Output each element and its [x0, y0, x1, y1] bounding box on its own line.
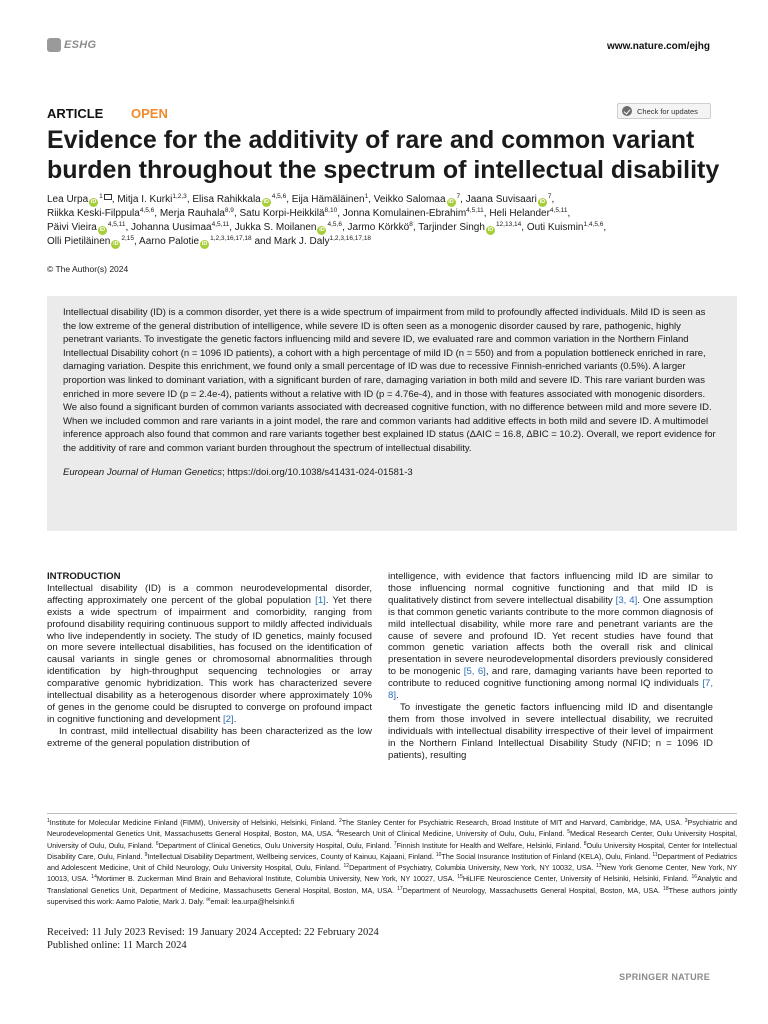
affiliation-number: 7 [393, 840, 397, 847]
orcid-icon[interactable]: iD [90, 199, 97, 205]
citation [63, 467, 721, 478]
author-name[interactable]: Mark J. Daly [273, 236, 330, 247]
intro-paragraph-4: To investigate the genetic factors influencing mild ID and disentangle them from those involved in severe intellectual disability, we recruited individuals with intellectual disability irrespective of their level of impairment in the Northern Finland Intellectual Disability Study (NFID; n = 1096 ID patients), resulting [388, 701, 713, 761]
author-affiliation: 4,5,11 [466, 207, 484, 214]
intro-paragraph-3: intelligence, with evidence that factors influencing mild ID are similar to those influencing normal cognitive functioning and that mild ID is qualitatively distinct from severe intellectual disability [3, 4]. One assumption is that common genetic variants contribute to the more common diagnosis of mild intellectual disability, while more rare and penetrant variants are the cause of severe and profound ID. Yet recent studies have found that common genetic variation affects both the overall risk and clinical presentation in severe neurodevelopmental disorders previously considered to be monogenic [5, 6], and rare, damaging variants have been reported to contribute to reduced cognitive functioning among normal IQ individuals [7, 8]. [388, 571, 713, 702]
affiliation-number: 4 [336, 829, 340, 836]
author-list [47, 193, 727, 249]
article-title: Evidence for the additivity of rare and common variant burden throughout the spectrum of intellectual disability [47, 126, 720, 184]
affiliation-text: The Stanley Center for Psychiatric Research, Broad Institute of MIT and Harvard, Cambridge, MA, USA. [341, 818, 685, 827]
check-updates-icon [622, 106, 632, 116]
affiliation-text: Institute for Molecular Medicine Finland (FIMM), University of Helsinki, Helsinki, Finland. [49, 818, 339, 827]
affiliation-text: email: lea.urpa@helsinki.fi [210, 897, 295, 907]
orcid-icon[interactable]: iD [487, 227, 494, 233]
article-type-label: ARTICLE [47, 106, 104, 121]
affiliation-text: Intellectual Disability Department, Wellbeing services, County of Kainuu, Kajaani, Finland. [147, 851, 436, 861]
abstract-box [47, 296, 737, 531]
check-for-updates-button[interactable] [617, 103, 711, 119]
author-affiliation: 4,5,11 [211, 221, 230, 228]
author-name[interactable]: Jarmo Körkkö [347, 222, 410, 233]
copyright-notice: © The Author(s) 2024 [47, 264, 129, 274]
open-access-label: OPEN [131, 106, 168, 121]
author-affiliation: 7 [547, 193, 552, 200]
affiliation-text: Department of Neurology, Massachusetts General Hospital, Boston, MA, USA. [402, 885, 664, 895]
author-affiliation: 2,15 [121, 235, 135, 242]
author-line-1: Lea Urpa $iD^1$ , Mitja I. Kurki$^{1,2,3}$, Elisa Rahikkala iD$^{4,5,6}$, Eija Hämäläinen$^1$, Veikko Salomaa $iD^7$, Jaana Suvisaari $iD^7$, [47, 193, 555, 205]
author-affiliation: 8,9 [224, 207, 234, 214]
received-dates: Received: 11 July 2023 Revised: 19 January 2024 Accepted: 22 February 2024 [47, 927, 379, 938]
affiliation-text: Research Unit of Clinical Medicine, University of Oulu, Oulu, Finland. [339, 829, 568, 839]
abstract-text: Intellectual disability (ID) is a common disorder, yet there is a wide spectrum of impairment from mild to profoundly affected individuals. Mild ID is seen as the low extreme of the general distribution of intelligence, while severe ID is often seen as a monogenic disorder caused by rare, pathogenic, highly penetrant variants. To investigate the genetic factors influencing mild and severe ID, we evaluated rare and common variation in the Northern Finland Intellectual Disability cohort (n = 1096 ID patients), a cohort with a high percentage of mild ID (n = 550) and from a population bottleneck enriched in rare, damaging variation. Despite this enrichment, we found only a small percentage of ID was due to recessive Finnish-enriched variants (0.5%). A larger proportion was linked to dominant variation, with a significant burden of rare, damaging variation in both mild and severe ID. This rare variant burden was enriched in more severe ID (p = 2.4e-4), patients without a relative with ID (p = 4.76e-4), and in those with features associated with monogenic disorders. We also found a significant burden of common variants associated with decreased cognitive function, with no difference between mild and more severe ID. When we included common and rare variants in a joint model, the rare and common variants had additive effects in both mild and severe ID. A multimodel inference approach also found that common and rare variants together best explained ID status (ΔAIC = 16.8, ΔBIC = 10.2). Overall, we report evidence for the additivity of rare and common variant burden throughout the spectrum of intellectual disability. [63, 307, 716, 454]
author-affiliation: 8 [409, 221, 413, 228]
author-line-4: Olli Pietiläinen iD$^{2,15}$, Aarno Palotie iD$^{1,2,3,16,17,18}$ and Mark J. Daly$^{1,2,3,16,17,18}$ [47, 235, 372, 247]
author-affiliation: 1,2,3,16,17,18 [210, 235, 252, 242]
author-name[interactable]: Johanna Uusimaa [131, 222, 212, 233]
affiliation-number: 15 [457, 874, 463, 881]
affiliation-number: 2 [338, 818, 342, 824]
affiliation-number: 17 [397, 885, 403, 892]
author-affiliation: 4,5,6 [271, 193, 287, 200]
orcid-icon[interactable]: iD [448, 199, 454, 205]
affiliation-text: Psychiatric and Neurodevelopmental Genetics Unit, Massachusetts General Hospital, Boston, MA, USA. [47, 818, 737, 839]
affiliations [47, 813, 737, 907]
site-url-link[interactable]: www.nature.com/ejhg [607, 41, 710, 52]
body-column-right [388, 571, 713, 762]
affiliation-number: 1 [47, 818, 50, 824]
affiliation-number: 9 [144, 851, 148, 858]
affiliation-number: 5 [567, 829, 570, 836]
reference-link[interactable]: [5, 6] [463, 666, 486, 678]
author-name[interactable]: Jaana Suvisaari [465, 194, 537, 205]
affiliation-text: The Social Insurance Institution of Finland (KELA), Oulu, Finland. [441, 851, 653, 861]
affiliation-number: 8 [583, 840, 587, 847]
journal-logo [47, 38, 96, 52]
affiliation-text: Department of Clinical Genetics, Oulu University Hospital, Oulu, Finland. [158, 840, 394, 850]
author-name[interactable]: Eija Hämäläinen [291, 194, 365, 205]
affiliation-text: Department of Psychiatry, Columbia University, New York, NY 10032, USA. [349, 863, 597, 873]
publisher-logo: SPRINGER NATURE [619, 972, 710, 982]
affiliation-number: 12 [343, 863, 350, 870]
email-icon[interactable] [104, 194, 112, 200]
affiliation-number: 10 [435, 851, 442, 858]
affiliation-number: 16 [691, 874, 698, 881]
author-name[interactable]: Veikko Salomaa [373, 194, 446, 205]
orcid-icon[interactable]: iD [319, 227, 325, 233]
author-affiliation: 12,13,14 [495, 221, 522, 228]
intro-paragraph-1: INTRODUCTION Intellectual disability (ID) is a common neurodevelopmental disorder, affecting approximately one percent of the global population [1]. Yet there exists a wide spectrum of impairment and comorbidity, ranging from profound disability requiring continuous support to mildly affected individuals who live independently in society. The study of ID genetics, mainly focused on more severe intellectual disabilities, has focused on the identification of causal variants in single genes or chromosomal abnormalities through identification by high-throughput sequencing technologies or array comparative genomic hybridization. This work has characterized severe intellectual disability as a heterogenous disorder where approximately 10% of genes in the genome could be disrupted to converge on profound impact in cognitive functioning and development [2]. [47, 571, 372, 725]
author-line-3: Päivi Vieira iD$^{4,5,11}$, Johanna Uusimaa$^{4,5,11}$, Jukka S. Moilanen iD$^{4,5,6}$, Jarmo Körkkö$^8$, Tarjinder Singh iD$^{12,13,14}$, Outi Kuismin$^{1,4,5,6}$, [47, 221, 607, 233]
affiliation-text: HiLIFE Neuroscience Center, University of Helsinki, Helsinki, Finland. [462, 874, 692, 884]
author-affiliation: 1,4,5,6 [583, 221, 604, 228]
author-affiliation: 1 [99, 193, 103, 200]
author-affiliation: 1 [364, 193, 369, 200]
author-affiliation: 8,10 [324, 207, 338, 214]
affiliation-text: Mortimer B. Zuckerman Mind Brain and Behavioral Institute, Columbia University, New York, NY 10027, USA. [96, 874, 458, 884]
author-name[interactable]: Heli Helander [489, 208, 550, 219]
reference-link[interactable]: [7, 8] [388, 678, 713, 702]
doi-link[interactable]: ; https://doi.org/10.1038/s41431-024-01581-3 [221, 466, 413, 478]
published-date: Published online: 11 March 2024 [47, 939, 187, 951]
affiliation-text: Medical Research Center, Oulu University Hospital, University of Oulu, Oulu, Finland. [47, 829, 737, 850]
logo-text: ESHG [64, 39, 97, 51]
orcid-icon[interactable]: iD [263, 199, 269, 205]
author-name[interactable]: Lea Urpa [47, 194, 89, 205]
orcid-icon[interactable]: iD [539, 199, 546, 205]
author-name[interactable]: Merja Rauhala [159, 208, 225, 219]
author-name[interactable]: Mitja I. Kurki [117, 194, 173, 205]
affiliation-number: 11 [652, 851, 658, 858]
author-affiliation: 4,5,6 [139, 207, 155, 214]
author-line-2: Riikka Keski-Filppula$^{4,5,6}$, Merja Rauhala$^{8,9}$, Satu Korpi-Heikkilä$^{8,10}$, Jonna Komulainen-Ebrahim$^{4,5,11}$, Heli Helander$^{4,5,11}$, [47, 207, 571, 219]
affiliation-text: Oulu University Hospital, Center for Intellectual Disability Care, Oulu, Finland. [47, 840, 737, 861]
affiliation-text: These authors jointly supervised this work: Aarno Palotie, Mark J. Daly. [47, 885, 737, 907]
body-column-left [47, 571, 372, 750]
author-affiliation: 4,5,6 [327, 221, 342, 228]
reference-link[interactable]: [3, 4] [615, 594, 638, 606]
author-name[interactable]: Päivi Vieira [47, 222, 97, 233]
reference-link[interactable]: [1] [315, 594, 326, 606]
eshg-logo-icon [47, 38, 61, 52]
orcid-icon[interactable]: iD [113, 241, 119, 247]
author-name[interactable]: Satu Korpi-Heikkilä [239, 208, 325, 219]
affiliation-text: New York Genome Center, New York, NY 10013, USA. [47, 863, 737, 884]
affiliation-number: 13 [596, 863, 602, 870]
affiliation-number: 3 [684, 818, 688, 824]
check-updates-label: Check for updates [637, 106, 698, 116]
author-name[interactable]: Elisa Rahikkala [192, 194, 261, 205]
author-affiliation: 4,5,11 [107, 221, 126, 228]
author-name[interactable]: Olli Pietiläinen [47, 236, 111, 247]
affiliation-text: Analytic and Translational Genetics Unit, Department of Medicine, Massachusetts General Hospital, Boston, MA, USA. [47, 874, 737, 895]
author-affiliation: 1,2,3 [172, 193, 187, 200]
affiliation-text: Department of Pediatrics and Adolescent Medicine, Unit of Child Neurology, Oulu University Hospital, Oulu, Finland. [47, 851, 737, 873]
author-name[interactable]: Jukka S. Moilanen [234, 222, 317, 233]
author-name[interactable]: Tarjinder Singh [418, 222, 485, 233]
author-affiliation: 1,2,3,16,17,18 [329, 235, 372, 242]
author-name[interactable]: Outi Kuismin [526, 222, 584, 233]
orcid-icon[interactable]: iD [201, 241, 208, 247]
author-name[interactable]: Aarno Palotie [139, 236, 200, 247]
journal-name: European Journal of Human Genetics [63, 466, 222, 478]
affiliation-number: 14 [91, 874, 97, 881]
orcid-icon[interactable]: iD [99, 227, 106, 233]
affiliation-number: 6 [155, 840, 159, 847]
author-affiliation: 4,5,11 [549, 207, 568, 214]
author-affiliation: 7 [456, 193, 461, 200]
author-name[interactable]: Jonna Komulainen-Ebrahim [342, 208, 467, 219]
publication-dates [47, 927, 379, 952]
affiliation-text: Finnish Institute for Health and Welfare, Helsinki, Finland. [396, 840, 584, 850]
intro-paragraph-2: In contrast, mild intellectual disability has been characterized as the low extreme of the general population distribution of [47, 725, 372, 749]
author-name[interactable]: Riikka Keski-Filppula [47, 208, 140, 219]
affiliation-number: 18 [663, 885, 669, 892]
reference-link[interactable]: [2] [223, 713, 234, 725]
section-heading: INTRODUCTION [47, 571, 121, 582]
affiliation-number: ✉ [206, 897, 211, 904]
